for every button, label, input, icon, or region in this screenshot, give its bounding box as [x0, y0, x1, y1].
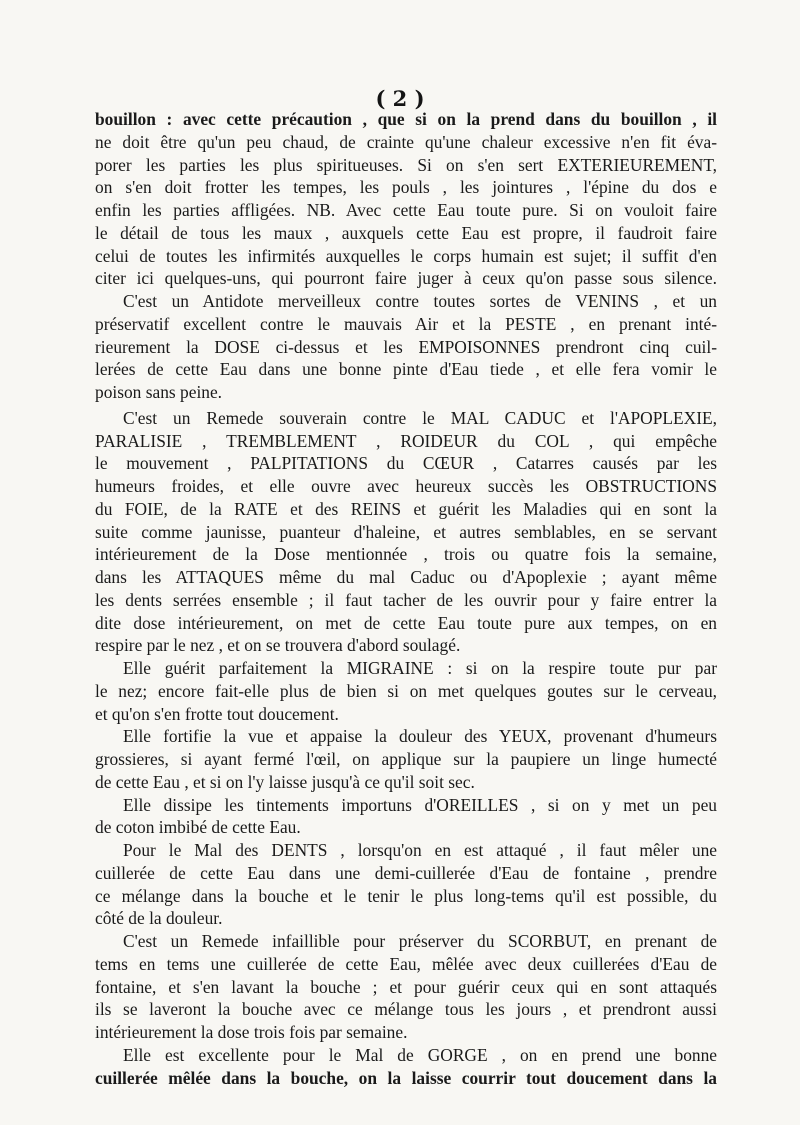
- text-line: intérieurement la dose trois fois par semaine.: [95, 1022, 408, 1042]
- paragraph-4: [95, 657, 717, 725]
- paragraph-2: [95, 290, 717, 404]
- text-line: dans les ATTAQUES même du mal Caduc ou d'Apoplexie ; ayant même: [95, 567, 717, 587]
- text-line: ils se laveront la bouche avec ce mélange tous les jours , et prendront aussi: [95, 999, 717, 1020]
- text-line: celui de toutes les infirmités auxquelles le corps humain est sujet; il suffit d'en: [95, 245, 717, 266]
- text-line: respire par le nez , et on se trouvera d'abord soulagé.: [95, 635, 461, 656]
- text-line: C'est un Antidote merveilleux contre toutes sortes de VENINS , et un: [123, 291, 717, 311]
- text-line: du FOIE, de la RATE et des REINS et guérit les Maladies qui en sont la: [95, 498, 717, 519]
- text-line: lerées de cette Eau dans une bonne pinte d'Eau tiede , et elle fera vomir le: [95, 359, 717, 380]
- text-line: poison sans peine.: [95, 382, 223, 402]
- text-line: ne doit être qu'un peu chaud, de crainte qu'une chaleur excessive n'en fit éva-: [95, 131, 717, 152]
- text-line: préservatif excellent contre le mauvais Air et la PESTE , en prenant inté-: [95, 313, 717, 334]
- text-line: côté de la douleur.: [95, 908, 223, 929]
- page-number: ( 2 ): [375, 86, 425, 111]
- text-line: fontaine, et s'en lavant la bouche ; et pour guérir ceux qui en sont attaqués: [95, 976, 717, 997]
- text-line: porer les parties les plus spiritueuses. Si on s'en sert EXTERIEUREMENT,: [95, 154, 717, 175]
- paragraph-8: [95, 930, 717, 1044]
- text-line: C'est un Remede souverain contre le MAL CADUC et l'APOPLEXIE,: [123, 407, 717, 428]
- text-line: Elle guérit parfaitement la MIGRAINE : si on la respire toute pur par: [123, 658, 717, 678]
- text-line: les dents serrées ensemble ; il faut tacher de les ouvrir pour y faire entrer la: [95, 589, 717, 610]
- text-line: cuillerée mêlée dans la bouche, on la laisse courrir tout doucement dans la: [95, 1067, 717, 1088]
- paragraph-6: [95, 794, 717, 840]
- text-line: le détail de tous les maux , auxquels cette Eau est propre, il faudroit faire: [95, 222, 717, 243]
- paragraph-7: [95, 839, 717, 930]
- text-line: humeurs froides, et elle ouvre avec heureux succès les OBSTRUCTIONS: [95, 476, 717, 496]
- text-line: Elle est excellente pour le Mal de GORGE , on en prend une bonne: [123, 1044, 717, 1065]
- text-line: Elle dissipe les tintements importuns d'OREILLES , si on y met un peu: [123, 794, 717, 815]
- text-line: tems en tems une cuillerée de cette Eau, mêlée avec deux cuillerées d'Eau de: [95, 953, 717, 974]
- text-line: et qu'on s'en frotte tout doucement.: [95, 703, 339, 724]
- text-line: cuillerée de cette Eau dans une demi-cuillerée d'Eau de fontaine , prendre: [95, 862, 717, 883]
- text-line: rieurement la DOSE ci-dessus et les EMPOISONNES prendront cinq cuil-: [95, 336, 717, 357]
- text-line: bouillon : avec cette précaution , que si on la prend dans du bouillon , il: [95, 109, 717, 129]
- text-line: suite comme jaunisse, puanteur d'haleine, et autres semblables, en se servant: [95, 521, 717, 542]
- paragraph-5: [95, 725, 717, 793]
- text-line: intérieurement de la Dose mentionnée , trois ou quatre fois la semaine,: [95, 544, 717, 565]
- text-line: Pour le Mal des DENTS , lorsqu'on en est attaqué , il faut mêler une: [123, 840, 717, 860]
- paragraph-9: [95, 1044, 717, 1090]
- paragraph-1: [95, 108, 717, 290]
- text-line: enfin les parties affligées. NB. Avec cette Eau toute pure. Si on vouloit faire: [95, 200, 717, 220]
- text-line: C'est un Remede infaillible pour préserver du SCORBUT, en prenant de: [123, 931, 717, 951]
- text-line: grossieres, si ayant fermé l'œil, on applique sur la paupiere un linge humecté: [95, 749, 717, 769]
- text-line: PARALISIE , TREMBLEMENT , ROIDEUR du COL , qui empêche: [95, 430, 717, 451]
- text-line: ce mélange dans la bouche et le tenir le plus long-tems qu'il est possible, du: [95, 885, 717, 906]
- text-line: le nez; encore fait-elle plus de bien si on met quelques goutes sur le cerveau,: [95, 680, 717, 701]
- text-line: citer ici quelques-uns, qui pourront faire juger à ceux qu'on passe sous silence.: [95, 268, 717, 289]
- text-line: Elle fortifie la vue et appaise la douleur des YEUX, provenant d'humeurs: [123, 726, 717, 747]
- text-line: de cette Eau , et si on l'y laisse jusqu'à ce qu'il soit sec.: [95, 771, 475, 792]
- text-line: le mouvement , PALPITATIONS du CŒUR , Catarres causés par les: [95, 453, 717, 474]
- text-line: de coton imbibé de cette Eau.: [95, 817, 301, 838]
- text-line: on s'en doit frotter les tempes, les pouls , les jointures , l'épine du dos e: [95, 177, 717, 198]
- paragraph-3: [95, 407, 717, 657]
- text-line: dite dose intérieurement, on met de cette Eau toute pure aux tempes, on en: [95, 612, 717, 633]
- body-text: [95, 108, 717, 1089]
